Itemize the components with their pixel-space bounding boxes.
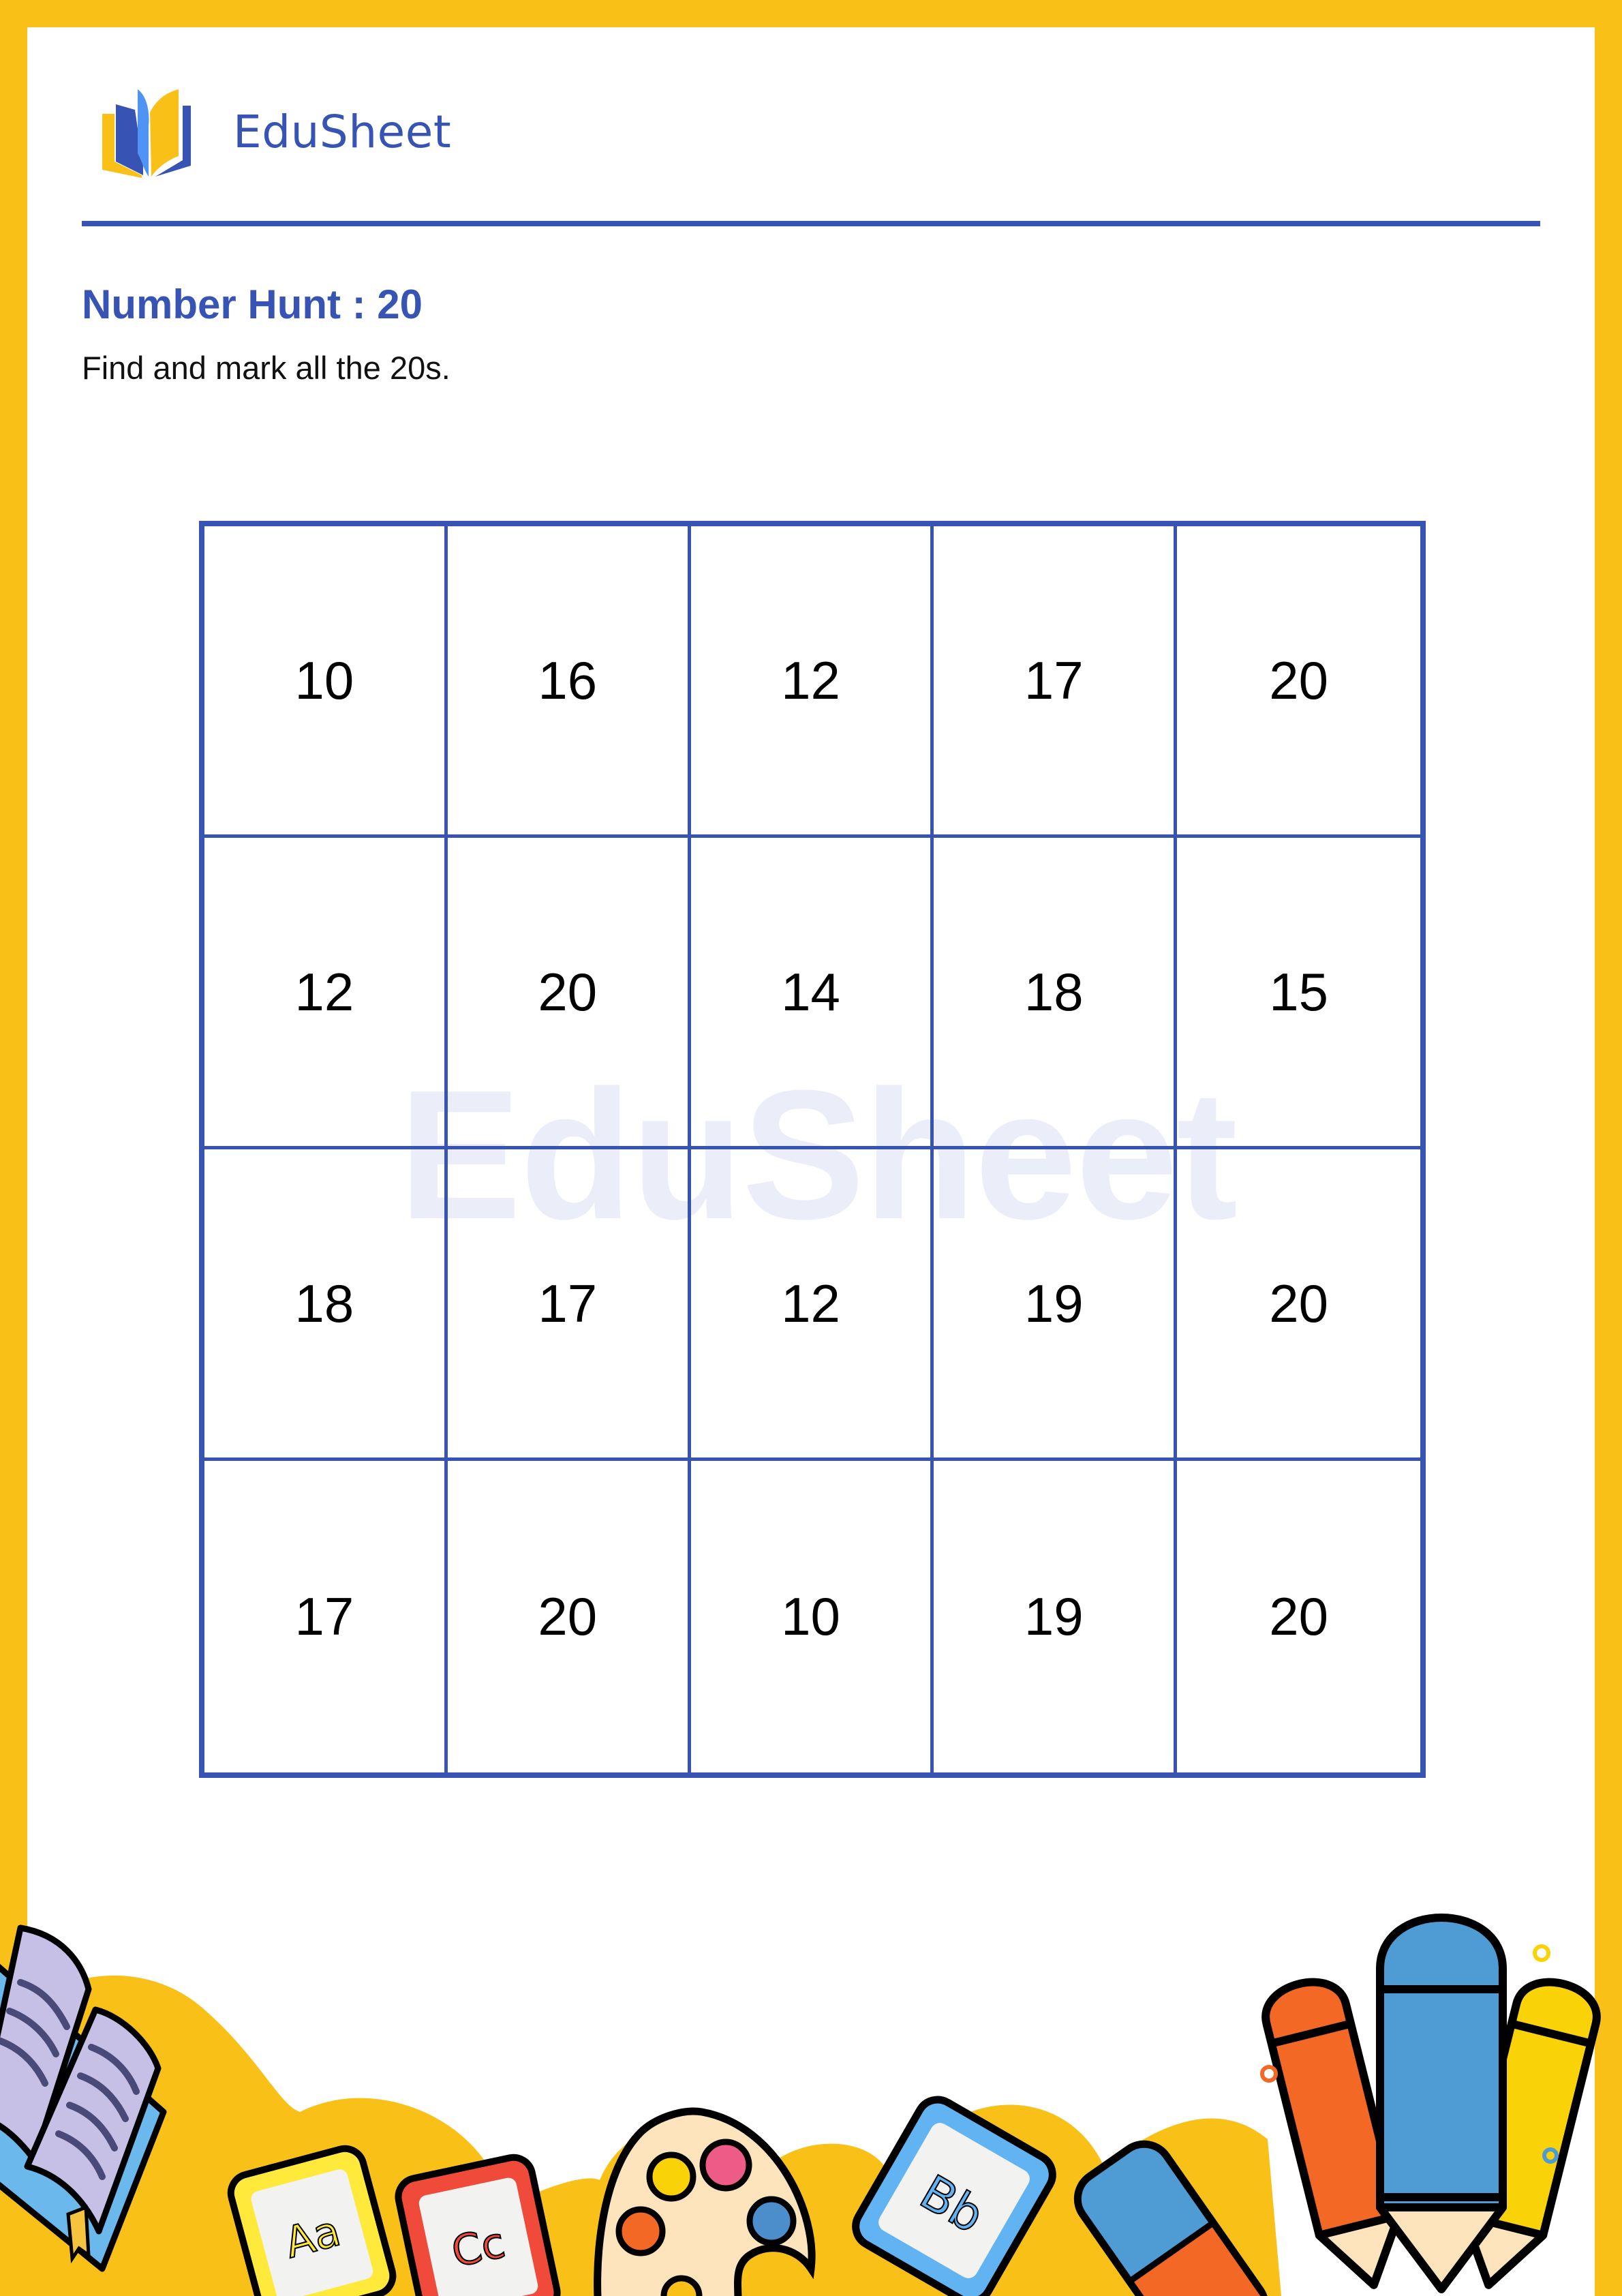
grid-cell[interactable]: 17 (204, 1461, 448, 1772)
grid-cell[interactable]: 17 (934, 526, 1177, 838)
grid-cell[interactable]: 14 (691, 838, 934, 1149)
grid-cell[interactable]: 10 (691, 1461, 934, 1772)
brand-logo (102, 85, 451, 178)
grid-cell[interactable]: 20 (448, 1461, 691, 1772)
grid-cell[interactable]: 17 (448, 1149, 691, 1461)
school-supplies-illustration (0, 1887, 1622, 2296)
grid-cell[interactable]: 19 (934, 1461, 1177, 1772)
grid-cell[interactable]: 12 (691, 526, 934, 838)
svg-text:Aa: Aa (279, 2205, 346, 2268)
watermark: EduSheet (399, 1053, 1237, 1258)
grid-cell[interactable]: 15 (1177, 838, 1420, 1149)
grid-cell[interactable]: 16 (448, 526, 691, 838)
pencils-icon (1259, 1918, 1604, 2295)
number-grid (199, 521, 1426, 1778)
brand-name: EduSheet (233, 105, 452, 158)
grid-cell[interactable]: 20 (1177, 526, 1420, 838)
grid-cell[interactable]: 20 (1177, 1149, 1420, 1461)
grid-cell[interactable]: 20 (1269, 1586, 1328, 1646)
header-divider (82, 221, 1540, 226)
letter-block-cc-icon (395, 2154, 560, 2296)
worksheet-instruction: Find and mark all the 20s. (82, 350, 450, 386)
grid-cell[interactable]: 20 (448, 838, 691, 1149)
grid-cell[interactable]: 19 (934, 1149, 1177, 1461)
grid-cell[interactable]: 18 (934, 838, 1177, 1149)
svg-text:Bb: Bb (911, 2164, 994, 2244)
grid-cell[interactable]: 12 (204, 838, 448, 1149)
worksheet-title: Number Hunt : 20 (82, 282, 423, 327)
grid-cell[interactable]: 18 (204, 1149, 448, 1461)
svg-text:Cc: Cc (447, 2217, 510, 2278)
grid-cell[interactable]: 12 (691, 1149, 934, 1461)
grid-cell[interactable]: 10 (204, 526, 448, 838)
open-book-icon (102, 85, 195, 178)
